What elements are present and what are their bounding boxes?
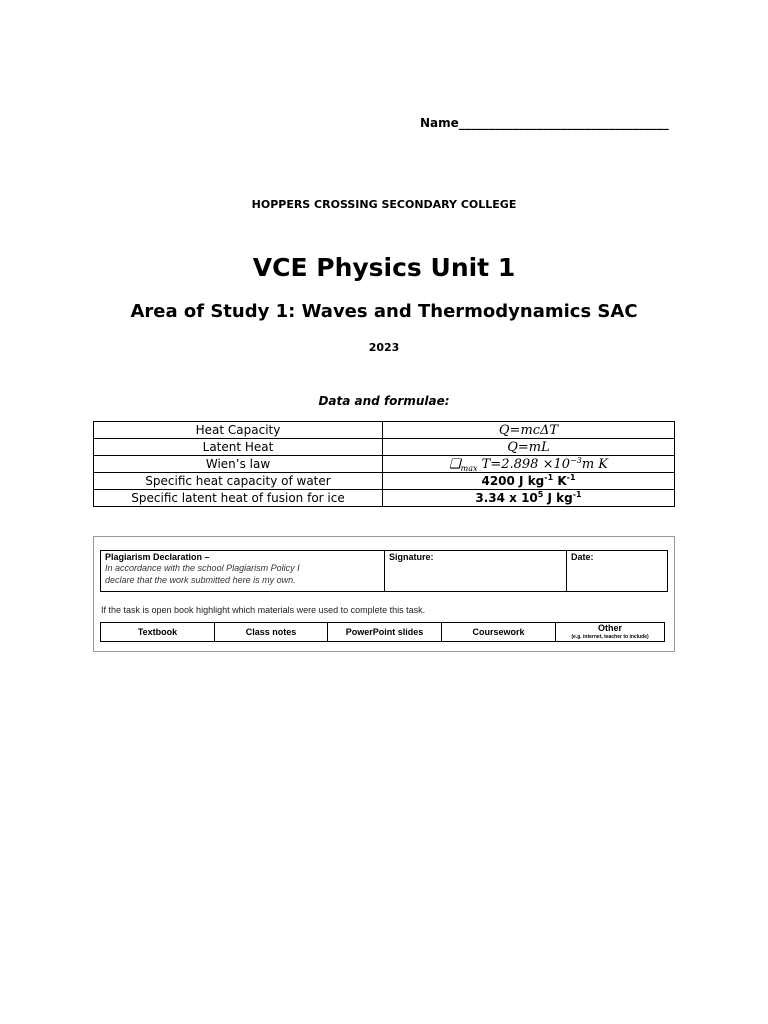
material-other[interactable]: [556, 623, 664, 641]
formula-value: [383, 490, 675, 507]
material-powerpoint-slides[interactable]: PowerPoint slides: [328, 623, 442, 641]
declaration-text: declare that the work submitted here is my own.: [105, 575, 296, 585]
material-class-notes[interactable]: Class notes: [215, 623, 328, 641]
document-subtitle: Area of Study 1: Waves and Thermodynamics SAC: [130, 301, 638, 322]
date-label: Date:: [571, 552, 594, 562]
formula-superscript: −3: [570, 455, 582, 465]
formula-label: Specific latent heat of fusion for ice: [94, 490, 383, 507]
declaration-text: In accordance with the school Plagiarism Policy I: [105, 563, 300, 573]
formula-label: Wien’s law: [94, 456, 383, 473]
value-superscript: -1: [566, 472, 576, 482]
value-superscript: 5: [537, 489, 544, 499]
formula-value: Q=mL: [383, 439, 675, 456]
signature-label: Signature:: [389, 552, 434, 562]
formula-label: Latent Heat: [94, 439, 383, 456]
material-other-note: (e.g. internet, teacher to include): [571, 634, 649, 640]
formula-value: Q=mcΔT: [383, 422, 675, 439]
name-field[interactable]: Name___________________________________: [420, 116, 669, 130]
materials-row: [100, 622, 665, 642]
table-row: [94, 456, 675, 473]
table-row: [94, 473, 675, 490]
table-row: [94, 439, 675, 456]
formula-unit: m K: [581, 456, 608, 472]
material-coursework[interactable]: Coursework: [442, 623, 556, 641]
value-main: 4200 J kg: [481, 473, 545, 488]
value-mid: K: [553, 473, 567, 488]
formula-value: [383, 456, 675, 473]
formulae-table: [93, 421, 675, 507]
plagiarism-box: [93, 536, 675, 652]
declaration-title: Plagiarism Declaration –: [105, 552, 210, 562]
formula-label: Specific heat capacity of water: [94, 473, 383, 490]
document-year: 2023: [368, 341, 400, 354]
formula-value: [383, 473, 675, 490]
school-name: HOPPERS CROSSING SECONDARY COLLEGE: [251, 198, 517, 211]
value-superscript: -1: [544, 472, 554, 482]
value-superscript: -1: [572, 489, 582, 499]
declaration-cell: [101, 551, 385, 591]
value-mid: J kg: [543, 490, 573, 505]
placeholder-box-icon: ❑: [449, 456, 461, 472]
declaration-row: [100, 550, 668, 592]
table-row: [94, 490, 675, 507]
formulae-heading: Data and formulae:: [318, 394, 450, 408]
date-field[interactable]: [567, 551, 667, 591]
formula-main: T=2.898 ×10: [477, 456, 571, 472]
formula-subscript: max: [460, 463, 478, 473]
formula-label: Heat Capacity: [94, 422, 383, 439]
signature-field[interactable]: [385, 551, 567, 591]
table-row: [94, 422, 675, 439]
material-other-label: Other: [597, 623, 622, 633]
open-book-note: If the task is open book highlight which materials were used to complete this task.: [101, 605, 426, 615]
material-textbook[interactable]: Textbook: [101, 623, 215, 641]
value-main: 3.34 x 10: [475, 490, 538, 505]
document-title: VCE Physics Unit 1: [252, 253, 516, 282]
